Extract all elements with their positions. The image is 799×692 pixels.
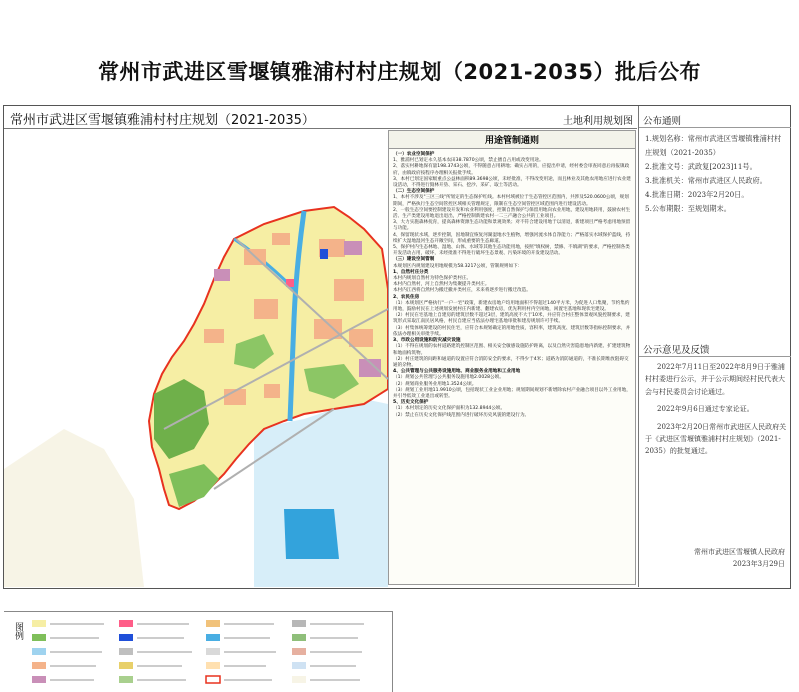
side-panel <box>638 106 791 587</box>
map-area <box>4 106 637 640</box>
signature-org: 常州市武进区雪堰镇人民政府 <box>694 548 785 556</box>
rule-line: （2）规划商业服务业用地1.3524公顷。 <box>393 381 477 387</box>
rule-line: （2）村庄建筑的间距和通道的设置应符合消防安全的要求，不得少于4米；道路为消防通道的，不准长期堆放阻碍交通的杂物。 <box>393 356 629 368</box>
notice-item: 4.批准日期：2023年2月20日。 <box>645 190 749 199</box>
page-title: 常州市武进区雪堰镇雅浦村村庄规划（2021-2035）批后公布 <box>97 60 702 84</box>
divider <box>639 127 791 128</box>
notice-item: 2.批准文号：武政复[2023]11号。 <box>645 162 757 171</box>
feedback-paragraph: 2022年9月6日通过专家论证。 <box>657 405 754 414</box>
rule-line: 5、保护村内生态林地、湿地、山体、水域等其他生态功能用地，按照"填权树，禁修、不填湖"的要求，严格控制各类开发活动占用，破坏，未经批准不得进行破坏生态景观、污染环境的开发建设活动。 <box>393 245 630 257</box>
rule-line: 本村内江西将自然村为搬迁撤并类村庄，未来将逐步进行搬迁改造。 <box>393 288 531 294</box>
rule-line: 本村内规划自然村为特色保护类村庄。 <box>393 276 472 282</box>
notice-title: 公布通则 <box>643 116 682 127</box>
rule-line: （二）生态空间保护 <box>393 189 435 195</box>
rule-line: 1、自然村庄分类 <box>393 269 429 275</box>
rule-line: （1）不得在规划的农村道路建筑控制区范围、相关安全敏感设施防护距离，以及自然灾害隐患地内新建、扩建建筑物和地面构筑物。 <box>393 344 631 356</box>
notice-item: 1.规划名称：常州市武进区雪堰镇雅浦村村庄规划（2021-2035） <box>645 134 782 157</box>
rule-line: 2、落实村耕地保有量198.3743公顷，不得随意占用耕地；确实占用的，应提出申请，经村委会审查同意后再报镇政府，由镇政府按程序办理相关报批手续。 <box>393 164 630 176</box>
rule-line: （1）规划公共管理与公共服务设施用地2.0028公顷。 <box>393 375 504 381</box>
legend <box>4 611 393 692</box>
rule-line: （2）禁止在历史文化保护线范围内进行破坏历史风貌的建设行为。 <box>393 412 530 418</box>
map-title: 常州市武进区雪堰镇雅浦村村庄规划（2021-2035） <box>10 113 315 128</box>
feedback-title: 公示意见及反馈 <box>643 345 710 356</box>
rules-heading: 用途管制通则 <box>389 131 635 149</box>
legend-title: 图例 <box>13 622 23 640</box>
rule-line: 4、公共管理与公共服务设施用地、商业服务业用地和工业用地 <box>393 369 521 375</box>
rule-line: （3）村集体统筹建设的村民住宅，应符合本规划确定的用地性质，容积率，建筑高度、建筑层数等指标控制要求，并依法办理相关审批手续。 <box>393 325 631 337</box>
rule-line: 3、本村已划定国家级重点公益林面积89.3698公顷，未经批准，不得改变用途，而且林业及其他农用地应进行农业建设活动，不得进行毁林开垦、采石、挖沙、采矿、取土等活动。 <box>393 176 631 189</box>
rule-line: （3）规划工业用地11.9910公顷，包括现状工业企业用地；规划期间规划不新增除农村产业融合项目以外工业用地，并引导低效工业退出或转型。 <box>393 387 631 399</box>
rule-line: （一）农业空间保护 <box>393 152 435 157</box>
feedback-paragraph: 2022年7月11日至2022年8月9日于雅浦村村委进行公示，并于公示期间经村民代表大会与村民委员会讨论通过。 <box>645 363 785 396</box>
rule-line: 3、市政公用设施和防灾减灾设施 <box>393 338 461 344</box>
rule-line: （三）建设空间管制 <box>393 257 435 263</box>
rule-line: （1）本村划定的历史文化保护面积为132.8944公顷。 <box>393 406 506 412</box>
rule-line: 3、大力实施森林抚育，提高森林资源生态功能和景观效果；对不符合建设用地于以清退，新建项目严格考虑用地预留与功能。 <box>393 220 631 232</box>
legend-swatches <box>24 612 404 692</box>
feedback-body <box>645 361 787 463</box>
rule-line: （1）本规划区严格执行"一户一宅"政策，新建农房地户均用地面积不得超过140平方米，为促进人口集聚，节约集约用地，鼓励村民在上述规划发展村庄内新建、翻建农房，优先利用村内空闲地，闲置宅基地和现状宅建设。 <box>393 300 630 313</box>
signature-date: 2023年3月29日 <box>732 560 785 568</box>
pond-icon <box>284 509 339 559</box>
notice-item: 3.批准机关：常州市武进区人民政府。 <box>645 176 767 185</box>
rules-box <box>388 130 636 585</box>
rule-line: 5、历史文化保护 <box>393 400 429 406</box>
public-building-icon <box>320 249 328 259</box>
notice-list <box>645 132 787 216</box>
feedback-paragraph: 2023年2月20日常州市武进区人民政府关于《武进区雪堰镇雅浦村村庄规划》（2021-2035）的批复通过。 <box>645 422 787 456</box>
map-header <box>4 106 637 129</box>
map-subtitle: 土地利用规划图 <box>563 116 633 127</box>
rules-body <box>389 149 635 422</box>
rule-line: 4、保留现状水域，逐步控制，因地制宜恢复河湖湿地水生植物，增强河流水体自净能力；严格落实水域保护蓝线，持续扩大湿地湿河生态开敞空间，形成重要的生态廊道。 <box>393 232 631 244</box>
rule-line: 2、一般生态空间要控制建设开发和农业利用强度，控制自然保护与保留用地向农业用地，建设用地转用，鼓励农村生活、生产类建设用地退出退出，严格控制新建农村一二三产融合公共的工业项目。 <box>393 207 631 220</box>
notice-item: 5.公布期限：至规划期末。 <box>645 204 731 213</box>
rule-line: 2、农民住房 <box>393 294 420 300</box>
rule-line: 1、雅浦村已划定永久基本农田38.7870公顷，禁止擅自占用或改变用途。 <box>393 158 544 164</box>
rule-line: 本村内自然村，河上自然村为集聚提升类村庄。 <box>393 282 490 288</box>
signature <box>694 546 785 570</box>
rule-line: （2）村民在宅基地上自建房的建筑层数不超过3层，建筑高度不大于10米，并应符合村庄整体景观风貌控制要求，建筑形式采取江南民居风格，村民自建应当依法办理宅基地审批和建房规划许可手续。 <box>393 313 630 325</box>
divider <box>639 356 791 357</box>
rule-line: 1、本村不涉及"三区三线"所划定的生态保护红线。本村村域被位于生态管控区范围内，共涉及520.0600公顷，规划期间，严格执行生态空间管控区域相关管理规定，限制在生态空间管控区域范围内进行建设活动。 <box>393 195 629 207</box>
rule-line: 本规划区内规划建设用地规模为58.3217公顷，管制规则如下： <box>393 263 523 269</box>
